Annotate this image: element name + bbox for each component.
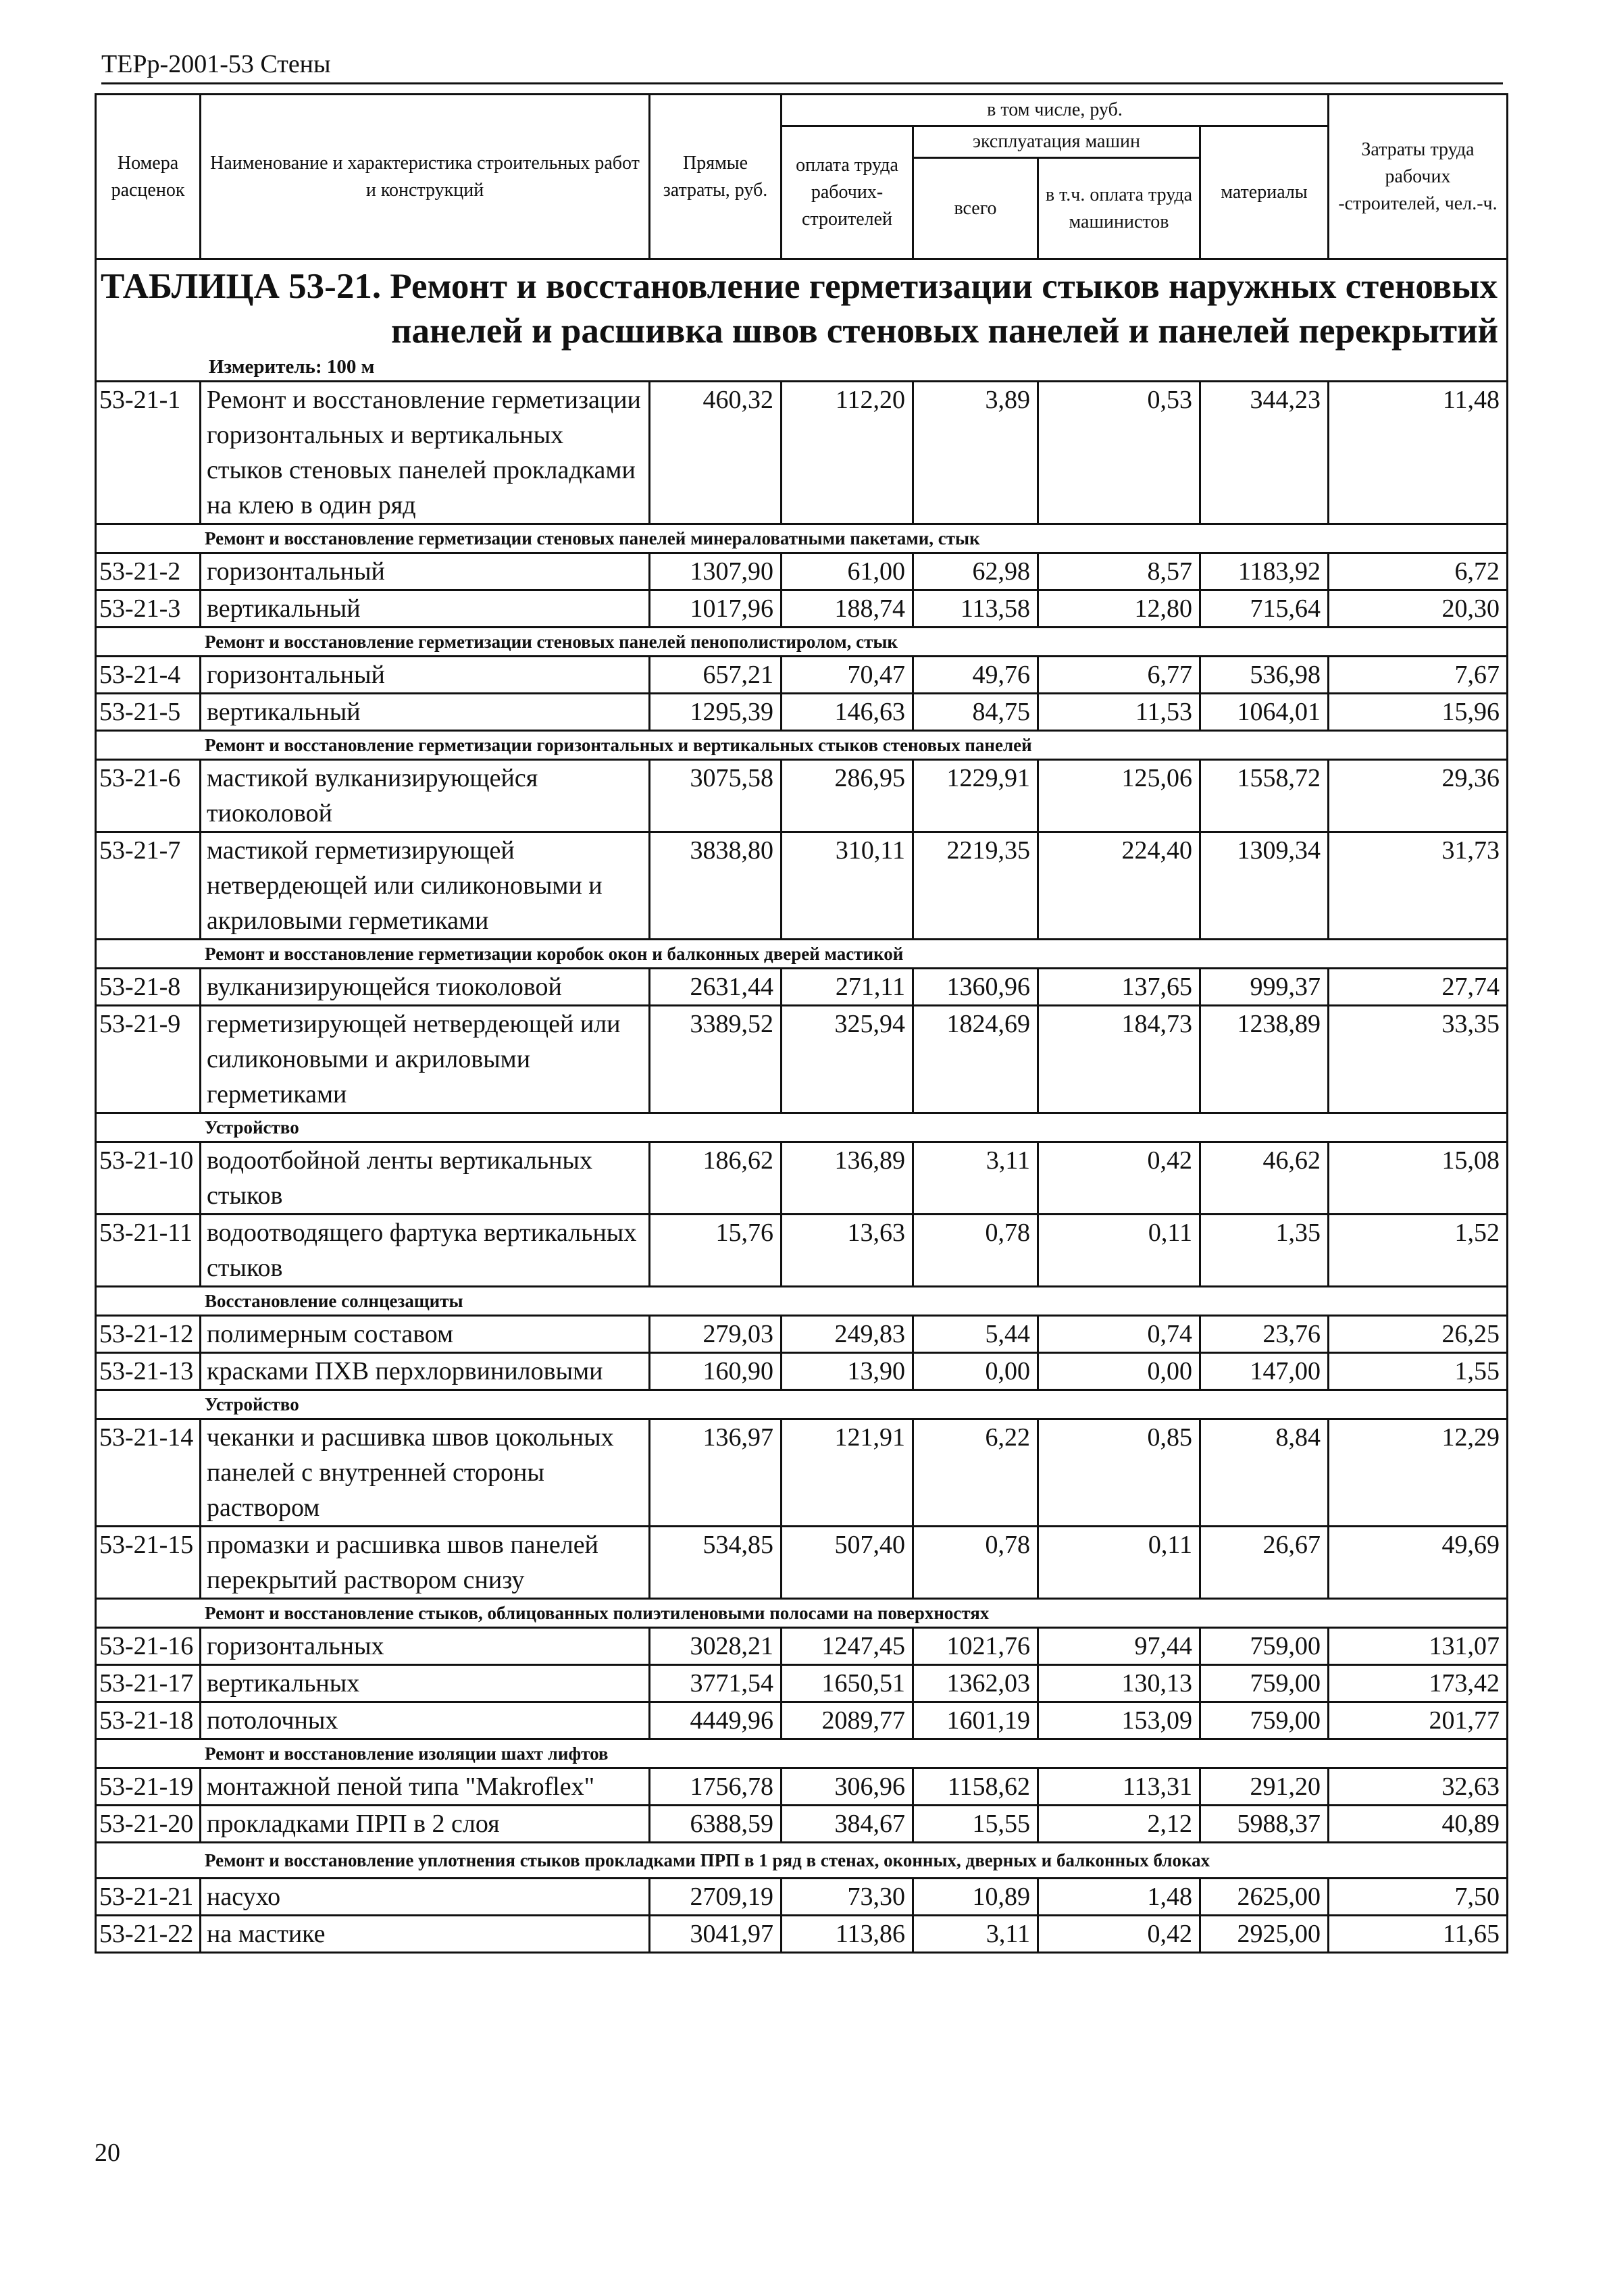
rate-code: 53-21-16 xyxy=(96,1628,201,1665)
worker-wage: 13,90 xyxy=(782,1353,913,1390)
work-name: насухо xyxy=(201,1879,650,1916)
machines-total: 84,75 xyxy=(913,694,1038,731)
section-row xyxy=(96,1843,1508,1879)
machines-total: 10,89 xyxy=(913,1879,1038,1916)
work-name: на мастике xyxy=(201,1916,650,1953)
machinist-wage: 8,57 xyxy=(1038,553,1200,590)
materials: 291,20 xyxy=(1200,1768,1329,1806)
worker-wage: 112,20 xyxy=(782,382,913,524)
labor-cost: 12,29 xyxy=(1329,1419,1508,1527)
direct-costs: 136,97 xyxy=(650,1419,782,1527)
rate-code: 53-21-21 xyxy=(96,1879,201,1916)
work-name: водоотводящего фартука вертикальных стыков xyxy=(201,1215,650,1287)
worker-wage: 13,63 xyxy=(782,1215,913,1287)
direct-costs: 279,03 xyxy=(650,1316,782,1353)
worker-wage: 188,74 xyxy=(782,590,913,628)
section-heading: Восстановление солнцезащиты xyxy=(96,1287,1508,1316)
machines-total: 6,22 xyxy=(913,1419,1038,1527)
table-row xyxy=(96,1916,1508,1953)
header-row-1 xyxy=(96,95,1508,126)
machinist-wage: 113,31 xyxy=(1038,1768,1200,1806)
direct-costs: 534,85 xyxy=(650,1527,782,1599)
materials: 147,00 xyxy=(1200,1353,1329,1390)
table-row xyxy=(96,832,1508,940)
machinist-wage: 12,80 xyxy=(1038,590,1200,628)
machines-total: 1824,69 xyxy=(913,1006,1038,1113)
rate-code: 53-21-1 xyxy=(96,382,201,524)
direct-costs: 3771,54 xyxy=(650,1665,782,1702)
section-heading: Ремонт и восстановление герметизации стеновых панелей минераловатными пакетами, стык xyxy=(96,524,1508,553)
labor-cost: 33,35 xyxy=(1329,1006,1508,1113)
machinist-wage: 0,11 xyxy=(1038,1215,1200,1287)
machines-total: 0,00 xyxy=(913,1353,1038,1390)
work-name: горизонтальный xyxy=(201,657,650,694)
rate-code: 53-21-5 xyxy=(96,694,201,731)
rate-code: 53-21-4 xyxy=(96,657,201,694)
section-row xyxy=(96,1287,1508,1316)
materials: 536,98 xyxy=(1200,657,1329,694)
table-row xyxy=(96,657,1508,694)
section-row xyxy=(96,1390,1508,1419)
worker-wage: 2089,77 xyxy=(782,1702,913,1739)
work-name: вертикальный xyxy=(201,590,650,628)
materials: 1,35 xyxy=(1200,1215,1329,1287)
machines-total: 3,89 xyxy=(913,382,1038,524)
header-direct-costs: Прямые затраты, руб. xyxy=(650,95,782,259)
work-name: Ремонт и восстановление герметизации горизонтальных и вертикальных стыков стеновых панелей прокладками на клею в один ряд xyxy=(201,382,650,524)
header-labor: Затраты труда рабочих -строителей, чел.-ч. xyxy=(1329,95,1508,259)
labor-cost: 7,67 xyxy=(1329,657,1508,694)
rate-code: 53-21-11 xyxy=(96,1215,201,1287)
section-row xyxy=(96,628,1508,657)
direct-costs: 3041,97 xyxy=(650,1916,782,1953)
labor-cost: 26,25 xyxy=(1329,1316,1508,1353)
labor-cost: 27,74 xyxy=(1329,969,1508,1006)
section-heading: Ремонт и восстановление уплотнения стыков прокладками ПРП в 1 ряд в стенах, оконных, дверных и балконных блоках xyxy=(96,1843,1508,1879)
machinist-wage: 153,09 xyxy=(1038,1702,1200,1739)
machines-total: 1021,76 xyxy=(913,1628,1038,1665)
machines-total: 62,98 xyxy=(913,553,1038,590)
labor-cost: 11,48 xyxy=(1329,382,1508,524)
machines-total: 1601,19 xyxy=(913,1702,1038,1739)
direct-costs: 460,32 xyxy=(650,382,782,524)
rate-code: 53-21-7 xyxy=(96,832,201,940)
table-row xyxy=(96,760,1508,832)
machines-total: 0,78 xyxy=(913,1527,1038,1599)
machinist-wage: 137,65 xyxy=(1038,969,1200,1006)
table-row xyxy=(96,969,1508,1006)
rate-code: 53-21-12 xyxy=(96,1316,201,1353)
machinist-wage: 0,74 xyxy=(1038,1316,1200,1353)
machinist-wage: 0,42 xyxy=(1038,1916,1200,1953)
direct-costs: 186,62 xyxy=(650,1142,782,1215)
direct-costs: 1295,39 xyxy=(650,694,782,731)
direct-costs: 3389,52 xyxy=(650,1006,782,1113)
worker-wage: 306,96 xyxy=(782,1768,913,1806)
direct-costs: 3028,21 xyxy=(650,1628,782,1665)
table-row xyxy=(96,382,1508,524)
table-row xyxy=(96,1768,1508,1806)
labor-cost: 29,36 xyxy=(1329,760,1508,832)
materials: 999,37 xyxy=(1200,969,1329,1006)
table-row xyxy=(96,1006,1508,1113)
section-heading: Ремонт и восстановление изоляции шахт лифтов xyxy=(96,1739,1508,1768)
materials: 1064,01 xyxy=(1200,694,1329,731)
page-number: 20 xyxy=(95,2139,120,2167)
labor-cost: 20,30 xyxy=(1329,590,1508,628)
machines-total: 1158,62 xyxy=(913,1768,1038,1806)
table-title xyxy=(101,264,1506,353)
direct-costs: 6388,59 xyxy=(650,1806,782,1843)
rate-code: 53-21-9 xyxy=(96,1006,201,1113)
machines-total: 0,78 xyxy=(913,1215,1038,1287)
materials: 1558,72 xyxy=(1200,760,1329,832)
table-body xyxy=(96,95,1508,1953)
labor-cost: 131,07 xyxy=(1329,1628,1508,1665)
labor-cost: 49,69 xyxy=(1329,1527,1508,1599)
worker-wage: 310,11 xyxy=(782,832,913,940)
materials: 2925,00 xyxy=(1200,1916,1329,1953)
work-name: прокладками ПРП в 2 слоя xyxy=(201,1806,650,1843)
work-name: вулканизирующейся тиоколовой xyxy=(201,969,650,1006)
section-heading: Устройство xyxy=(96,1113,1508,1142)
machines-total: 1362,03 xyxy=(913,1665,1038,1702)
rate-code: 53-21-20 xyxy=(96,1806,201,1843)
labor-cost: 201,77 xyxy=(1329,1702,1508,1739)
table-row xyxy=(96,1419,1508,1527)
labor-cost: 173,42 xyxy=(1329,1665,1508,1702)
materials: 344,23 xyxy=(1200,382,1329,524)
section-heading: Устройство xyxy=(96,1390,1508,1419)
materials: 26,67 xyxy=(1200,1527,1329,1599)
materials: 23,76 xyxy=(1200,1316,1329,1353)
worker-wage: 70,47 xyxy=(782,657,913,694)
section-heading: Ремонт и восстановление герметизации коробок окон и балконных дверей мастикой xyxy=(96,940,1508,969)
rate-code: 53-21-19 xyxy=(96,1768,201,1806)
work-name: промазки и расшивка швов панелей перекрытий раствором снизу xyxy=(201,1527,650,1599)
machinist-wage: 1,48 xyxy=(1038,1879,1200,1916)
table-title-row xyxy=(96,259,1508,382)
machinist-wage: 0,85 xyxy=(1038,1419,1200,1527)
rate-code: 53-21-22 xyxy=(96,1916,201,1953)
table-row xyxy=(96,1702,1508,1739)
rate-code: 53-21-3 xyxy=(96,590,201,628)
direct-costs: 1307,90 xyxy=(650,553,782,590)
header-materials: материалы xyxy=(1200,126,1329,259)
section-row xyxy=(96,524,1508,553)
table-title-line-1: ТАБЛИЦА 53-21. Ремонт и восстановление герметизации стыков наружных стеновых xyxy=(101,267,1498,306)
labor-cost: 40,89 xyxy=(1329,1806,1508,1843)
machines-total: 1229,91 xyxy=(913,760,1038,832)
direct-costs: 2709,19 xyxy=(650,1879,782,1916)
labor-cost: 32,63 xyxy=(1329,1768,1508,1806)
worker-wage: 113,86 xyxy=(782,1916,913,1953)
materials: 1238,89 xyxy=(1200,1006,1329,1113)
table-row xyxy=(96,1628,1508,1665)
table-row xyxy=(96,1879,1508,1916)
work-name: потолочных xyxy=(201,1702,650,1739)
table-title-cell xyxy=(96,259,1508,382)
materials: 759,00 xyxy=(1200,1665,1329,1702)
labor-cost: 15,96 xyxy=(1329,694,1508,731)
materials: 1309,34 xyxy=(1200,832,1329,940)
work-name: мастикой герметизирующей нетвердеющей или силиконовыми и акриловыми герметиками xyxy=(201,832,650,940)
direct-costs: 15,76 xyxy=(650,1215,782,1287)
worker-wage: 384,67 xyxy=(782,1806,913,1843)
materials: 759,00 xyxy=(1200,1628,1329,1665)
machinist-wage: 97,44 xyxy=(1038,1628,1200,1665)
labor-cost: 15,08 xyxy=(1329,1142,1508,1215)
machines-total: 5,44 xyxy=(913,1316,1038,1353)
machinist-wage: 184,73 xyxy=(1038,1006,1200,1113)
materials: 1183,92 xyxy=(1200,553,1329,590)
rates-table xyxy=(95,93,1508,1954)
machinist-wage: 130,13 xyxy=(1038,1665,1200,1702)
worker-wage: 1650,51 xyxy=(782,1665,913,1702)
work-name: горизонтальный xyxy=(201,553,650,590)
rate-code: 53-21-15 xyxy=(96,1527,201,1599)
header-machines: эксплуатация машин xyxy=(913,126,1200,158)
worker-wage: 325,94 xyxy=(782,1006,913,1113)
worker-wage: 146,63 xyxy=(782,694,913,731)
section-heading: Ремонт и восстановление герметизации горизонтальных и вертикальных стыков стеновых панелей xyxy=(96,731,1508,760)
materials: 5988,37 xyxy=(1200,1806,1329,1843)
rate-code: 53-21-18 xyxy=(96,1702,201,1739)
machinist-wage: 0,53 xyxy=(1038,382,1200,524)
rate-code: 53-21-17 xyxy=(96,1665,201,1702)
worker-wage: 61,00 xyxy=(782,553,913,590)
machinist-wage: 125,06 xyxy=(1038,760,1200,832)
direct-costs: 3075,58 xyxy=(650,760,782,832)
table-row xyxy=(96,1142,1508,1215)
header-machines-wage: в т.ч. оплата труда машинистов xyxy=(1038,158,1200,259)
rate-code: 53-21-8 xyxy=(96,969,201,1006)
table-title-line-2: панелей и расшивка швов стеновых панелей и панелей перекрытий xyxy=(391,311,1499,351)
work-name: чеканки и расшивка швов цокольных панелей с внутренней стороны раствором xyxy=(201,1419,650,1527)
rate-code: 53-21-6 xyxy=(96,760,201,832)
work-name: горизонтальных xyxy=(201,1628,650,1665)
rate-code: 53-21-10 xyxy=(96,1142,201,1215)
running-head: ТЕРр-2001-53 Стены xyxy=(101,49,1503,84)
section-row xyxy=(96,1113,1508,1142)
header-name: Наименование и характеристика строительных работ и конструкций xyxy=(201,95,650,259)
machinist-wage: 0,11 xyxy=(1038,1527,1200,1599)
materials: 2625,00 xyxy=(1200,1879,1329,1916)
work-name: полимерным составом xyxy=(201,1316,650,1353)
worker-wage: 271,11 xyxy=(782,969,913,1006)
materials: 759,00 xyxy=(1200,1702,1329,1739)
direct-costs: 2631,44 xyxy=(650,969,782,1006)
table-row xyxy=(96,1806,1508,1843)
header-machines-total: всего xyxy=(913,158,1038,259)
machinist-wage: 11,53 xyxy=(1038,694,1200,731)
worker-wage: 73,30 xyxy=(782,1879,913,1916)
labor-cost: 31,73 xyxy=(1329,832,1508,940)
section-row xyxy=(96,940,1508,969)
work-name: водоотбойной ленты вертикальных стыков xyxy=(201,1142,650,1215)
section-row xyxy=(96,1599,1508,1628)
direct-costs: 160,90 xyxy=(650,1353,782,1390)
work-name: красками ПХВ перхлорвиниловыми xyxy=(201,1353,650,1390)
work-name: вертикальный xyxy=(201,694,650,731)
machines-total: 113,58 xyxy=(913,590,1038,628)
rate-code: 53-21-13 xyxy=(96,1353,201,1390)
work-name: мастикой вулканизирующейся тиоколовой xyxy=(201,760,650,832)
table-row xyxy=(96,1665,1508,1702)
section-row xyxy=(96,1739,1508,1768)
worker-wage: 507,40 xyxy=(782,1527,913,1599)
materials: 715,64 xyxy=(1200,590,1329,628)
machines-total: 3,11 xyxy=(913,1142,1038,1215)
labor-cost: 1,52 xyxy=(1329,1215,1508,1287)
labor-cost: 6,72 xyxy=(1329,553,1508,590)
table-row xyxy=(96,1353,1508,1390)
header-wage: оплата труда рабочих-строителей xyxy=(782,126,913,259)
machines-total: 1360,96 xyxy=(913,969,1038,1006)
work-name: монтажной пеной типа "Makroflex" xyxy=(201,1768,650,1806)
labor-cost: 7,50 xyxy=(1329,1879,1508,1916)
table-row xyxy=(96,553,1508,590)
table-row xyxy=(96,590,1508,628)
machinist-wage: 6,77 xyxy=(1038,657,1200,694)
direct-costs: 1017,96 xyxy=(650,590,782,628)
worker-wage: 121,91 xyxy=(782,1419,913,1527)
labor-cost: 11,65 xyxy=(1329,1916,1508,1953)
worker-wage: 1247,45 xyxy=(782,1628,913,1665)
machinist-wage: 2,12 xyxy=(1038,1806,1200,1843)
table-row xyxy=(96,1527,1508,1599)
work-name: вертикальных xyxy=(201,1665,650,1702)
materials: 46,62 xyxy=(1200,1142,1329,1215)
measurement-unit: Измеритель: 100 м xyxy=(209,356,375,378)
section-heading: Ремонт и восстановление стыков, облицованных полиэтиленовыми полосами на поверхностях xyxy=(96,1599,1508,1628)
direct-costs: 3838,80 xyxy=(650,832,782,940)
machinist-wage: 0,00 xyxy=(1038,1353,1200,1390)
direct-costs: 657,21 xyxy=(650,657,782,694)
section-row xyxy=(96,731,1508,760)
work-name: герметизирующей нетвердеющей или силиконовыми и акриловыми герметиками xyxy=(201,1006,650,1113)
machinist-wage: 224,40 xyxy=(1038,832,1200,940)
machines-total: 2219,35 xyxy=(913,832,1038,940)
rate-code: 53-21-14 xyxy=(96,1419,201,1527)
machines-total: 3,11 xyxy=(913,1916,1038,1953)
machines-total: 15,55 xyxy=(913,1806,1038,1843)
worker-wage: 136,89 xyxy=(782,1142,913,1215)
machines-total: 49,76 xyxy=(913,657,1038,694)
rate-code: 53-21-2 xyxy=(96,553,201,590)
table-row xyxy=(96,1316,1508,1353)
materials: 8,84 xyxy=(1200,1419,1329,1527)
header-including: в том числе, руб. xyxy=(782,95,1329,126)
direct-costs: 4449,96 xyxy=(650,1702,782,1739)
section-heading: Ремонт и восстановление герметизации стеновых панелей пенополистиролом, стык xyxy=(96,628,1508,657)
table-row xyxy=(96,1215,1508,1287)
labor-cost: 1,55 xyxy=(1329,1353,1508,1390)
direct-costs: 1756,78 xyxy=(650,1768,782,1806)
header-code: Номера расценок xyxy=(96,95,201,259)
worker-wage: 249,83 xyxy=(782,1316,913,1353)
worker-wage: 286,95 xyxy=(782,760,913,832)
machinist-wage: 0,42 xyxy=(1038,1142,1200,1215)
table-row xyxy=(96,694,1508,731)
